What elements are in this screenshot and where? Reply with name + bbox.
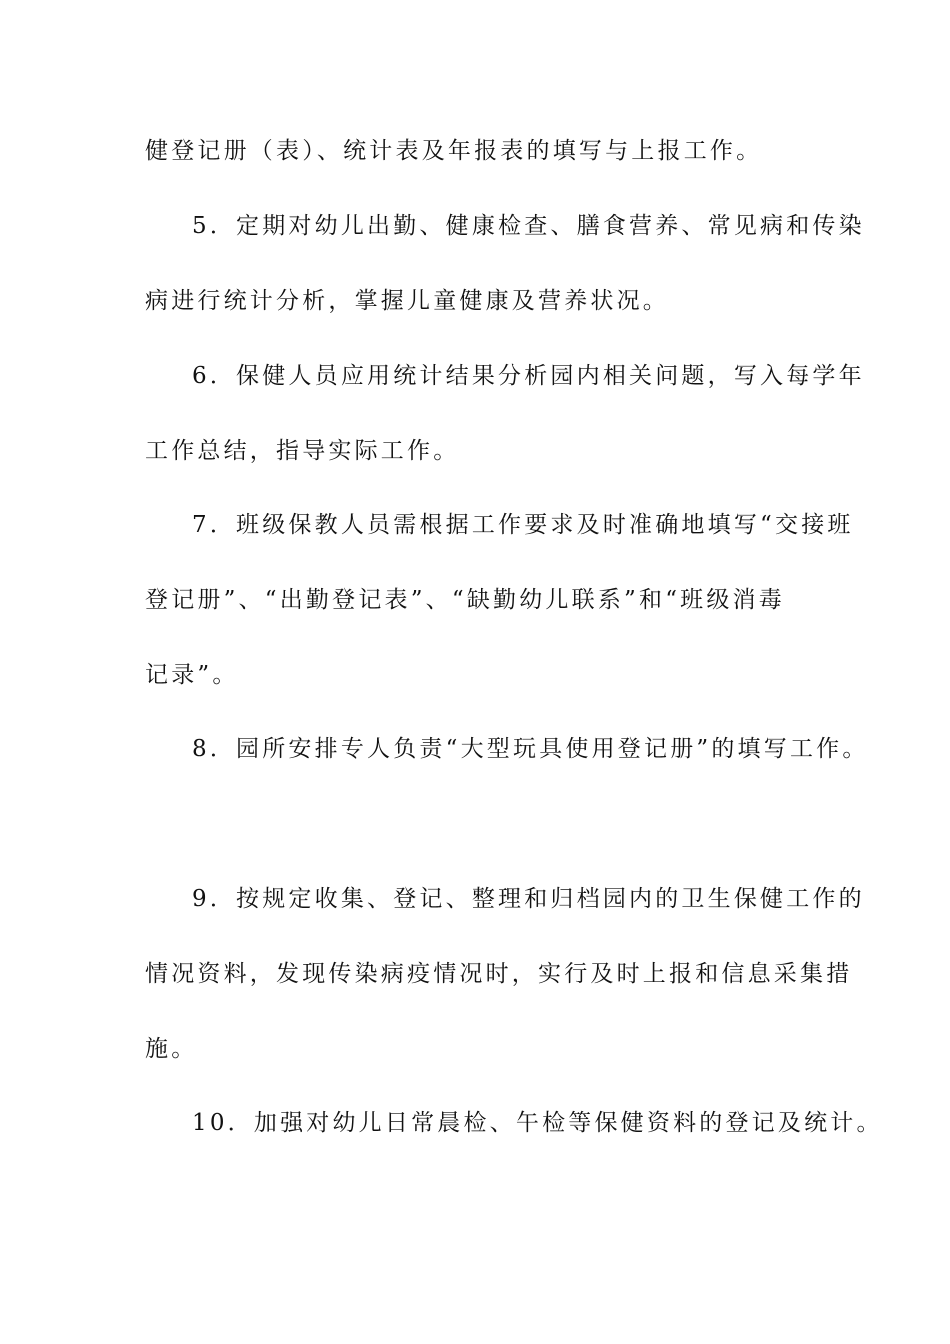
item-9-line-1: 9．按规定收集、登记、整理和归档园内的卫生保健工作的 xyxy=(192,886,865,912)
item-6-line-2: 工作总结，指导实际工作。 xyxy=(145,438,460,464)
item-7-line-1: 7．班级保教人员需根据工作要求及时准确地填写“交接班 xyxy=(192,512,854,538)
item-7-line-3: 记录”。 xyxy=(145,662,239,688)
item-5-line-2: 病进行统计分析，掌握儿童健康及营养状况。 xyxy=(145,288,669,314)
item-7-line-2: 登记册”、“出勤登记表”、“缺勤幼儿联系”和“班级消毒 xyxy=(145,587,785,613)
item-9-line-2: 情况资料，发现传染病疫情况时，实行及时上报和信息采集措 xyxy=(145,961,853,987)
item-10-line-1: 10．加强对幼儿日常晨检、午检等保健资料的登记及统计。 xyxy=(192,1110,883,1136)
text-line-continuation-4: 健登记册（表）、统计表及年报表的填写与上报工作。 xyxy=(145,138,763,164)
item-6-line-1: 6．保健人员应用统计结果分析园内相关问题，写入每学年 xyxy=(192,363,865,389)
item-9-line-3: 施。 xyxy=(145,1036,198,1062)
item-8-line-1: 8．园所安排专人负责“大型玩具使用登记册”的填写工作。 xyxy=(192,736,869,762)
item-5-line-1: 5．定期对幼儿出勤、健康检查、膳食营养、常见病和传染 xyxy=(192,213,865,239)
